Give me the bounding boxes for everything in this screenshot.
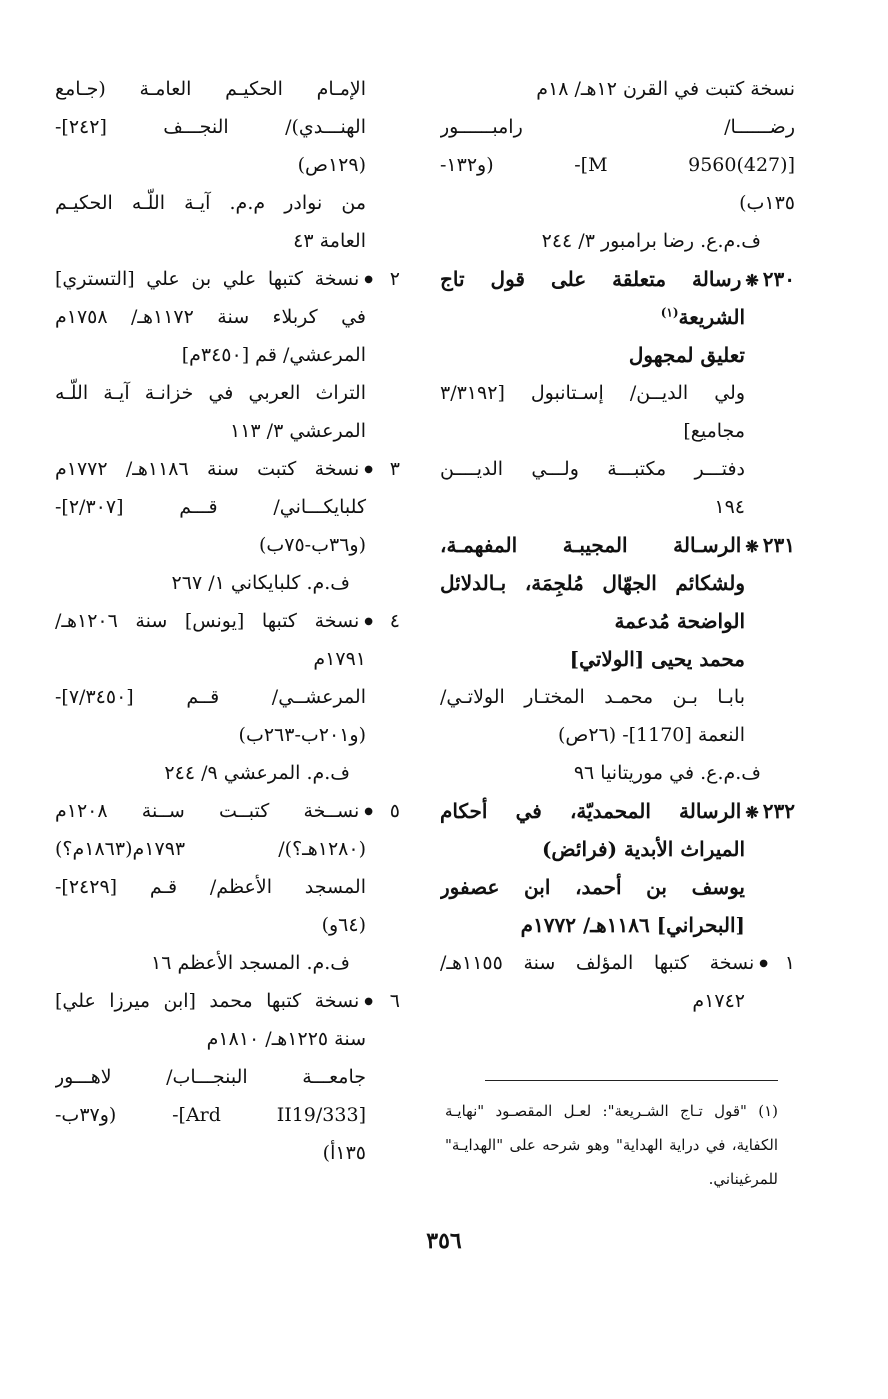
line-text: المرعشي ٣/ ١١٣ bbox=[230, 420, 366, 442]
text-line bbox=[440, 146, 795, 184]
line-text: كلبايكـــاني/ قـــم [٢/٣٠٧]- bbox=[55, 496, 366, 518]
text-line bbox=[440, 602, 795, 640]
text-line bbox=[440, 640, 795, 678]
text-line bbox=[55, 906, 400, 944]
right-column bbox=[440, 70, 795, 1020]
line-text: دفتـــر مكتبـــة ولـــي الديــــن bbox=[440, 458, 745, 480]
text-line bbox=[55, 716, 400, 754]
text-line bbox=[55, 982, 400, 1020]
line-text: الشريعة bbox=[678, 305, 745, 329]
text-line bbox=[55, 260, 400, 298]
line-text: المرعشي/ قم [٣٤٥٠م] bbox=[181, 344, 366, 366]
text-line bbox=[55, 70, 400, 108]
line-text: ف.م. المرعشي ٩/ ٢٤٤ bbox=[164, 762, 350, 784]
line-text: رضــــــا/ رامبــــــور bbox=[440, 116, 795, 138]
text-line bbox=[55, 678, 400, 716]
line-text: المسجد الأعظم/ قـم [٢٤٢٩]- bbox=[55, 876, 366, 898]
bullet-icon: ● bbox=[364, 616, 373, 627]
text-line bbox=[55, 222, 400, 260]
text-line bbox=[440, 868, 795, 906]
line-text: النعمة [1170]- (٢٦ص) bbox=[557, 724, 745, 746]
text-line bbox=[55, 640, 400, 678]
text-line bbox=[440, 526, 795, 564]
line-text: ف.م. المسجد الأعظم ١٦ bbox=[150, 952, 350, 974]
line-text: ١٧٩١م bbox=[313, 648, 366, 670]
text-line bbox=[55, 108, 400, 146]
line-text: في كربلاء سنة ١١٧٢هـ/ ١٧٥٨م bbox=[55, 306, 366, 328]
text-line bbox=[55, 184, 400, 222]
line-text: نسخة كتبها علي بن علي [التستري] bbox=[55, 268, 360, 290]
line-text: الواضحة مُدعمة bbox=[614, 609, 745, 633]
line-text: نسخة كتبها محمد [ابن ميرزا علي] bbox=[55, 990, 360, 1012]
text-line bbox=[440, 260, 795, 298]
text-line bbox=[440, 906, 795, 944]
line-text: يوسف بن أحمد، ابن عصفور bbox=[440, 875, 745, 899]
bullet-icon: ● bbox=[364, 806, 373, 817]
text-line bbox=[440, 298, 795, 336]
text-line bbox=[55, 754, 400, 792]
text-line bbox=[55, 868, 400, 906]
footnote-line bbox=[445, 1128, 778, 1162]
entry-number: ٢٣٠ bbox=[762, 267, 795, 291]
line-text: ف.م. كلبايكاني ١/ ٢٦٧ bbox=[171, 572, 350, 594]
footnote-line bbox=[445, 1162, 778, 1196]
text-line bbox=[55, 450, 400, 488]
line-text: ١٩٤ bbox=[714, 496, 745, 518]
line-text: من نوادر م.م. آيـة اللّـه الحكيـم bbox=[55, 192, 366, 214]
line-text: ١٣٥ب) bbox=[739, 192, 795, 214]
line-text: ١٣٥أ) bbox=[322, 1142, 366, 1164]
text-line bbox=[55, 1058, 400, 1096]
text-line bbox=[440, 754, 795, 792]
text-line bbox=[55, 336, 400, 374]
text-line bbox=[55, 1134, 400, 1172]
line-text: ١٧٤٢م bbox=[692, 990, 745, 1012]
bullet-icon: ● bbox=[364, 464, 373, 475]
line-text: مجاميع] bbox=[683, 420, 745, 442]
entry-number: ٣ bbox=[389, 458, 400, 480]
text-line bbox=[440, 222, 795, 260]
line-text: الميراث الأبدية (فرائض) bbox=[541, 837, 745, 861]
line-text: محمد يحيى [الولاتي] bbox=[569, 647, 745, 671]
line-text: نسخة كتبت سنة ١١٨٦هـ/ ١٧٧٢م bbox=[55, 458, 360, 480]
text-line bbox=[440, 184, 795, 222]
bullet-icon: ● bbox=[759, 958, 768, 969]
text-line bbox=[55, 792, 400, 830]
line-text: للمرغيناني. bbox=[708, 1170, 778, 1188]
line-text: نسخة كتبها [يونس] سنة ١٢٠٦هـ/ bbox=[55, 610, 360, 632]
text-line bbox=[440, 412, 795, 450]
line-text: تعليق لمجهول bbox=[628, 343, 745, 367]
line-text: الإمـام الحكيـم العامـة (جـامع bbox=[55, 78, 366, 100]
entry-number: ١ bbox=[784, 952, 795, 974]
star-marker-icon: ❋ bbox=[745, 537, 759, 556]
line-text: التراث العربي في خزانـة آيـة اللّـه bbox=[55, 382, 366, 404]
line-text: سنة ١٢٢٥هـ/ ١٨١٠م bbox=[206, 1028, 366, 1050]
page-number: ٣٥٦ bbox=[426, 1228, 462, 1254]
text-line bbox=[440, 336, 795, 374]
footnote-line bbox=[445, 1094, 778, 1128]
entry-number: ٤ bbox=[389, 610, 400, 632]
line-text: (و٣٦ب-٧٥ب) bbox=[258, 534, 366, 556]
bullet-icon: ● bbox=[364, 996, 373, 1007]
line-text: [Ard II19/333]- (و٣٧ب- bbox=[55, 1104, 366, 1126]
text-line bbox=[55, 374, 400, 412]
line-text: نسخة كتبت في القرن ١٢هـ/ ١٨م bbox=[536, 78, 795, 100]
line-text: ف.م.ع. في موريتانيا ٩٦ bbox=[573, 762, 761, 784]
text-line bbox=[55, 412, 400, 450]
footnote-marker: (١) bbox=[660, 305, 679, 320]
footnote-separator bbox=[485, 1080, 778, 1081]
text-line bbox=[55, 602, 400, 640]
line-text: جامعـــة البنجـــاب/ لاهـــور bbox=[55, 1066, 366, 1088]
text-line bbox=[440, 488, 795, 526]
line-text: المرعشــي/ قــم [٧/٣٤٥٠]- bbox=[55, 686, 366, 708]
text-line bbox=[440, 830, 795, 868]
line-text: رسالة متعلقة على قول تاج bbox=[440, 267, 742, 291]
text-line bbox=[440, 982, 795, 1020]
line-text: (و٢٠١ب-٢٦٣ب) bbox=[238, 724, 366, 746]
line-text: الهنـــدي)/ النجـــف [٢٤٢]- bbox=[55, 116, 366, 138]
line-text: ف.م.ع. رضا برامبور ٣/ ٢٤٤ bbox=[541, 230, 761, 252]
text-line bbox=[55, 944, 400, 982]
line-text: الرسـالة المجيبـة المفهمـة، bbox=[440, 533, 742, 557]
text-line bbox=[440, 108, 795, 146]
text-line bbox=[440, 716, 795, 754]
left-column bbox=[55, 70, 400, 1172]
entry-number: ٦ bbox=[389, 990, 400, 1012]
text-line bbox=[440, 70, 795, 108]
text-line bbox=[55, 830, 400, 868]
text-line bbox=[55, 146, 400, 184]
entry-number: ٥ bbox=[389, 800, 400, 822]
star-marker-icon: ❋ bbox=[745, 271, 759, 290]
text-line bbox=[55, 564, 400, 602]
text-line bbox=[440, 944, 795, 982]
line-text: نسخة كتبها المؤلف سنة ١١٥٥هـ/ bbox=[440, 952, 755, 974]
line-text: الكفاية، في دراية الهداية" وهو شرحه على "الهدايـة" bbox=[445, 1136, 778, 1154]
text-line bbox=[55, 488, 400, 526]
line-text: (١٢٨٠هـ؟)/ ١٧٩٣م(١٨٦٣م؟) bbox=[55, 838, 366, 860]
text-line bbox=[440, 564, 795, 602]
line-text: نســخة كتبــت ســنة ١٢٠٨م bbox=[55, 800, 360, 822]
entry-number: ٢٣٢ bbox=[762, 799, 795, 823]
line-text: (١) "قول تـاج الشـريعة": لعـل المقصـود "نهايـة bbox=[445, 1102, 778, 1120]
line-text: [M 9560(427)]- (و١٣٢- bbox=[440, 154, 795, 176]
text-line bbox=[440, 450, 795, 488]
line-text: ولي الديــن/ إسـتانبول [٣/٣١٩٢ bbox=[440, 382, 745, 404]
text-line bbox=[440, 678, 795, 716]
line-text: بابـا بـن محمـد المختـار الولاتـي/ bbox=[440, 686, 745, 708]
bullet-icon: ● bbox=[364, 274, 373, 285]
line-text: الرسالة المحمديّة، في أحكام bbox=[440, 799, 742, 823]
text-line bbox=[55, 298, 400, 336]
line-text: (١٢٩ص) bbox=[297, 154, 366, 176]
text-line bbox=[55, 1020, 400, 1058]
footnote bbox=[445, 1094, 778, 1196]
text-line bbox=[55, 526, 400, 564]
text-line bbox=[440, 792, 795, 830]
text-line bbox=[55, 1096, 400, 1134]
line-text: (٦٤و) bbox=[321, 914, 366, 936]
line-text: [البحراني] ١١٨٦هـ/ ١٧٧٢م bbox=[520, 913, 745, 937]
line-text: العامة ٤٣ bbox=[293, 230, 366, 252]
text-line bbox=[440, 374, 795, 412]
entry-number: ٢٣١ bbox=[762, 533, 795, 557]
entry-number: ٢ bbox=[389, 268, 400, 290]
line-text: ولشكائم الجهّال مُلجِمَة، بـالدلائل bbox=[440, 571, 745, 595]
star-marker-icon: ❋ bbox=[745, 803, 759, 822]
